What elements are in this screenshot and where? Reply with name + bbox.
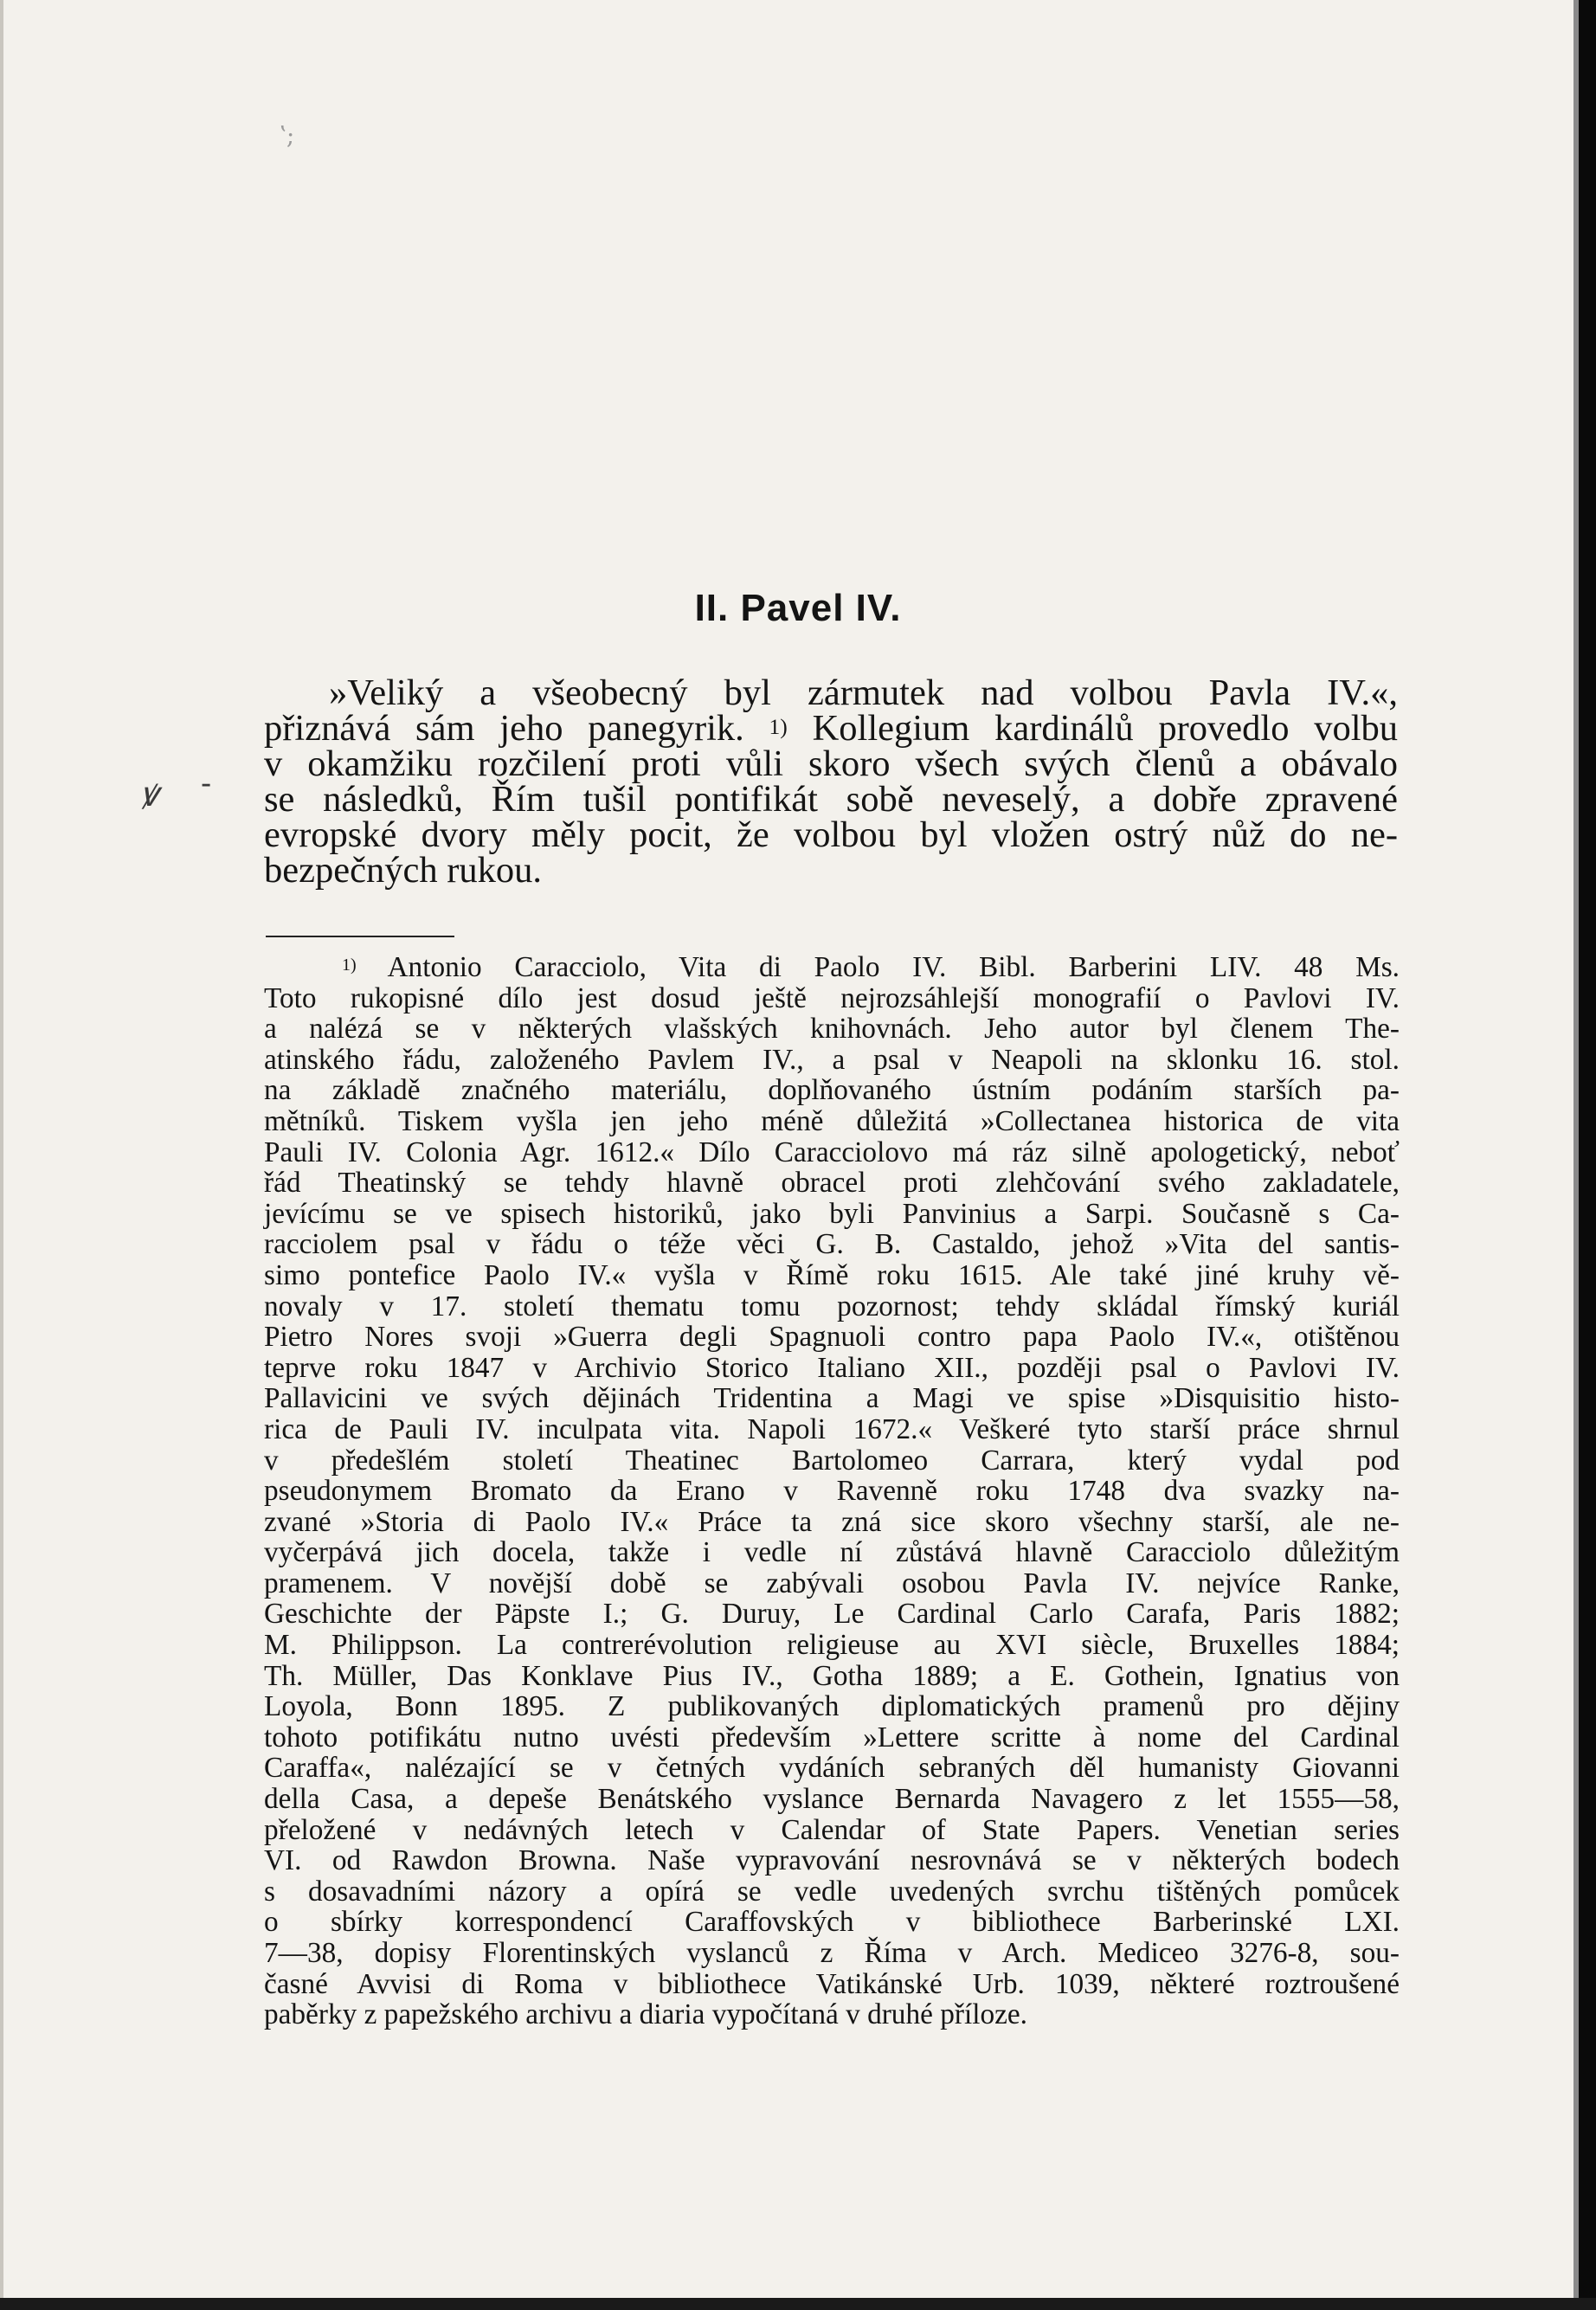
footnote-line: vyčerpává jich docela, takže i vedle ní zůstává hlavně Caracciolo důležitým — [264, 1536, 1400, 1569]
body-line: evropské dvory měly pocit, že volbou byl vložen ostrý nůž do ne- — [264, 814, 1398, 855]
footnote-line: v předešlém století Theatinec Bartolomeo Carrara, který vydal pod — [264, 1444, 1400, 1477]
page-edge-right — [1579, 0, 1596, 2310]
footnote-line: pramenem. V novější době se zabývali osobou Pavla IV. nejvíce Ranke, — [264, 1567, 1400, 1599]
page-edge-bottom — [0, 2298, 1596, 2310]
footnote-line: pseudonymem Bromato da Erano v Ravenně roku 1748 dva svazky na- — [264, 1475, 1400, 1508]
footnote-line: Pallavicini ve svých dějinách Tridentina a Magi ve spise »Disquisitio histo- — [264, 1382, 1400, 1415]
footnote-marker: 1) — [342, 956, 357, 975]
footnote-line: zvané »Storia di Paolo IV.« Práce ta zná sice skoro všechny starší, ale ne- — [264, 1505, 1400, 1538]
footnote-line: a nalézá se v některých vlašských knihovnách. Jeho autor byl členem The- — [264, 1013, 1400, 1046]
chapter-heading: II. Pavel IV. — [694, 587, 902, 629]
body-line — [264, 708, 1399, 749]
footnote-line: přeložené v nedávných letech v Calendar of State Papers. Venetian series — [264, 1813, 1400, 1846]
body-line: se následků, Řím tušil pontifikát sobě neveselý, a dobře zpravené — [264, 779, 1398, 820]
footnote-line: Pauli IV. Colonia Agr. 1612.« Dílo Caracciolovo má ráz silně apologetický, neboť — [264, 1136, 1400, 1168]
margin-mark-top: ʽ; — [279, 121, 295, 150]
footnote-line: Toto rukopisné dílo jest dosud ještě nejrozsáhlejší monografií o Pavlovi IV. — [264, 981, 1400, 1014]
body-line: »Veliký a všeobecný byl zármutek nad volbou Pavla IV.«, — [329, 672, 1398, 713]
footnote-line: časné Avvisi di Roma v bibliothece Vatikánské Urb. 1039, některé roztroušené — [264, 1967, 1400, 2000]
footnote-reference[interactable]: 1) — [769, 714, 788, 739]
footnote-line: atinského řádu, založeného Pavlem IV., a psal v Neapoli na sklonku 16. stol. — [264, 1043, 1400, 1076]
footnote-line: s dosavadními názory a opírá se vedle uvedených svrchu tištěných pomůcek — [264, 1875, 1400, 1908]
footnote-line-text: Antonio Caracciolo, Vita di Paolo IV. Bibl. Barberini LIV. 48 Ms. — [387, 951, 1400, 983]
footnote-line: tohoto potifikátu nutno uvésti především »Lettere scritte à nome del Cardinal — [264, 1721, 1400, 1753]
footnote-line: VI. od Rawdon Browna. Naše vypravování nesrovnává se v některých bodech — [264, 1844, 1400, 1877]
footnote-line: rica de Pauli IV. inculpata vita. Napoli 1672.« Veškeré tyto starší práce shrnul — [264, 1412, 1400, 1445]
footnote-line: 7—38, dopisy Florentinských vyslanců z Říma v Arch. Mediceo 3276-8, sou- — [264, 1937, 1400, 1969]
footnote-line: simo pontefice Paolo IV.« vyšla v Římě roku 1615. Ale také jiné kruhy vě- — [264, 1258, 1400, 1291]
footnote-line — [264, 952, 1400, 983]
footnote-line: teprve roku 1847 v Archivio Storico Italiano XII., později psal o Pavlovi IV. — [264, 1351, 1400, 1384]
footnote-line: Pietro Nores svoji »Guerra degli Spagnuoli contro papa Paolo IV.«, otištěnou — [264, 1321, 1400, 1354]
body-line: bezpečných rukou. — [264, 850, 542, 891]
body-line: v okamžiku rozčilení proti vůli skoro všech svých členů a obávalo — [264, 743, 1398, 784]
footnote — [264, 952, 1400, 2030]
footnote-line: na základě značného materiálu, doplňovaného ústním podáním starších pa- — [264, 1074, 1400, 1107]
page-edge-left — [0, 0, 3, 2310]
footnote-line: paběrky z papežského archivu a diaria vypočítaná v druhé příloze. — [264, 1998, 1027, 2031]
footnote-line: mětníků. Tiskem vyšla jen jeho méně důležitá »Collectanea historica de vita — [264, 1104, 1400, 1137]
footnote-separator — [266, 936, 454, 937]
margin-annotation: ꝟ — [140, 775, 158, 814]
body-paragraph — [264, 672, 1399, 891]
footnote-line: Caraffa«, nalézající se v četných vydáních sebraných děl humanisty Giovanni — [264, 1752, 1400, 1785]
body-line-part: přiznává sám jeho panegyrik. — [264, 708, 744, 749]
footnote-line: racciolem psal v řádu o téže věci G. B. Castaldo, jehož »Vita del santis- — [264, 1228, 1400, 1261]
footnote-line: della Casa, a depeše Benátského vyslance Bernarda Navagero z let 1555—58, — [264, 1783, 1400, 1816]
footnote-line: M. Philippson. La contrerévolution religieuse au XVI siècle, Bruxelles 1884; — [264, 1629, 1400, 1662]
footnote-line: Loyola, Bonn 1895. Z publikovaných diplomatických pramenů pro dějiny — [264, 1690, 1400, 1723]
margin-dash: - — [201, 766, 212, 801]
footnote-line: řád Theatinský se tehdy hlavně obracel proti zlehčování svého zakladatele, — [264, 1167, 1400, 1200]
footnote-line: Geschichte der Päpste I.; G. Duruy, Le Cardinal Carlo Carafa, Paris 1882; — [264, 1598, 1400, 1631]
footnote-line: o sbírky korrespondencí Caraffovských v bibliothece Barberinské LXI. — [264, 1906, 1400, 1939]
footnote-line: Th. Müller, Das Konklave Pius IV., Gotha 1889; a E. Gothein, Ignatius von — [264, 1659, 1400, 1692]
footnote-line: jevícímu se ve spisech historiků, jako byli Panvinius a Sarpi. Současně s Ca- — [264, 1197, 1400, 1230]
footnote-line: novaly v 17. století thematu tomu pozornost; tehdy skládal římský kuriál — [264, 1290, 1400, 1322]
body-line-part: Kollegium kardinálů provedlo volbu — [812, 708, 1399, 749]
